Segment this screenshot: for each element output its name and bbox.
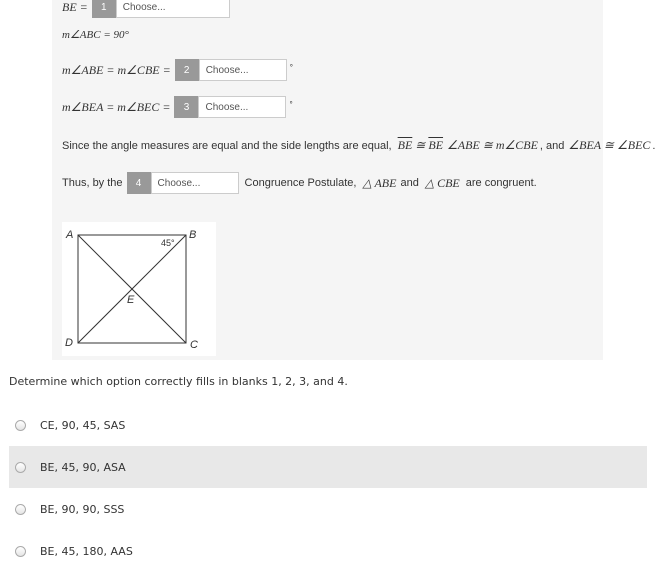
proof-panel	[52, 0, 651, 360]
blank-1-number: 1	[92, 0, 116, 18]
vertex-a-label: A	[66, 229, 74, 241]
blank-2-select[interactable]: Choose...	[199, 59, 287, 81]
blank-3-dropdown[interactable]	[174, 96, 286, 118]
and-text: and	[400, 177, 419, 189]
angles-bea-bec: ∠BEA ≅ ∠BEC	[568, 138, 651, 152]
center-e-label: E	[127, 294, 135, 306]
radio-button-icon[interactable]	[15, 420, 26, 431]
congruent-text: are congruent.	[465, 177, 537, 189]
degree-unit: °	[289, 99, 293, 109]
blank-3-number: 3	[174, 96, 198, 118]
blank-4-number: 4	[127, 172, 151, 194]
vertex-c-label: C	[190, 339, 198, 351]
question-text: Determine which option correctly fills in blanks 1, 2, 3, and 4.	[9, 375, 348, 388]
square-diagram	[62, 222, 216, 356]
be-label: BE =	[62, 0, 88, 14]
proof-line-3	[62, 59, 293, 81]
angle-bea-bec-label: m∠BEA = m∠BEC =	[62, 99, 171, 114]
angle-abc-statement: m∠ABC = 90°	[62, 29, 129, 41]
segment-be-1: $\overline{BE}$	[397, 138, 413, 152]
option-2[interactable]	[9, 446, 647, 488]
angle-abe-cbe-label: m∠ABE = m∠CBE =	[62, 62, 171, 77]
proof-line-1	[62, 0, 230, 18]
blank-1-select[interactable]: Choose...	[116, 0, 230, 18]
proof-line-2	[62, 28, 129, 41]
since-text: Since the angle measures are equal and the side lengths are equal,	[62, 139, 392, 152]
vertex-b-label: B	[189, 229, 197, 241]
proof-line-4	[62, 96, 293, 118]
square-figure	[62, 222, 216, 356]
radio-button-icon[interactable]	[15, 546, 26, 557]
angle-45-label: 45°	[161, 238, 175, 248]
blank-4-dropdown[interactable]	[127, 172, 239, 194]
blank-2-dropdown[interactable]	[175, 59, 287, 81]
postulate-text: Congruence Postulate,	[244, 177, 357, 189]
and-text: , and	[539, 139, 565, 152]
vertex-d-label: D	[65, 337, 73, 349]
triangle-cbe: △ CBE	[424, 175, 460, 190]
angles-abe-cbe: ∠ABE ≅ m∠CBE	[447, 138, 538, 152]
congruent-symbol: ≅	[415, 138, 426, 152]
radio-button-icon[interactable]	[15, 504, 26, 515]
degree-unit: °	[289, 62, 293, 72]
option-1[interactable]	[9, 404, 647, 446]
option-label: CE, 90, 45, SAS	[40, 418, 126, 432]
option-4[interactable]	[9, 530, 647, 572]
blank-2-number: 2	[175, 59, 199, 81]
option-label: BE, 45, 180, AAS	[40, 544, 133, 558]
thus-text: Thus, by the	[62, 177, 123, 189]
blank-1-dropdown[interactable]	[92, 0, 230, 18]
proof-line-6	[62, 172, 537, 194]
radio-button-icon[interactable]	[15, 462, 26, 473]
option-label: BE, 90, 90, SSS	[40, 502, 125, 516]
segment-be-2: $\overline{BE}$	[428, 138, 444, 152]
proof-line-5	[62, 138, 655, 153]
option-3[interactable]	[9, 488, 647, 530]
triangle-abe: △ ABE	[362, 175, 397, 190]
option-label: BE, 45, 90, ASA	[40, 460, 126, 474]
blank-4-select[interactable]: Choose...	[151, 172, 239, 194]
blank-3-select[interactable]: Choose...	[198, 96, 286, 118]
